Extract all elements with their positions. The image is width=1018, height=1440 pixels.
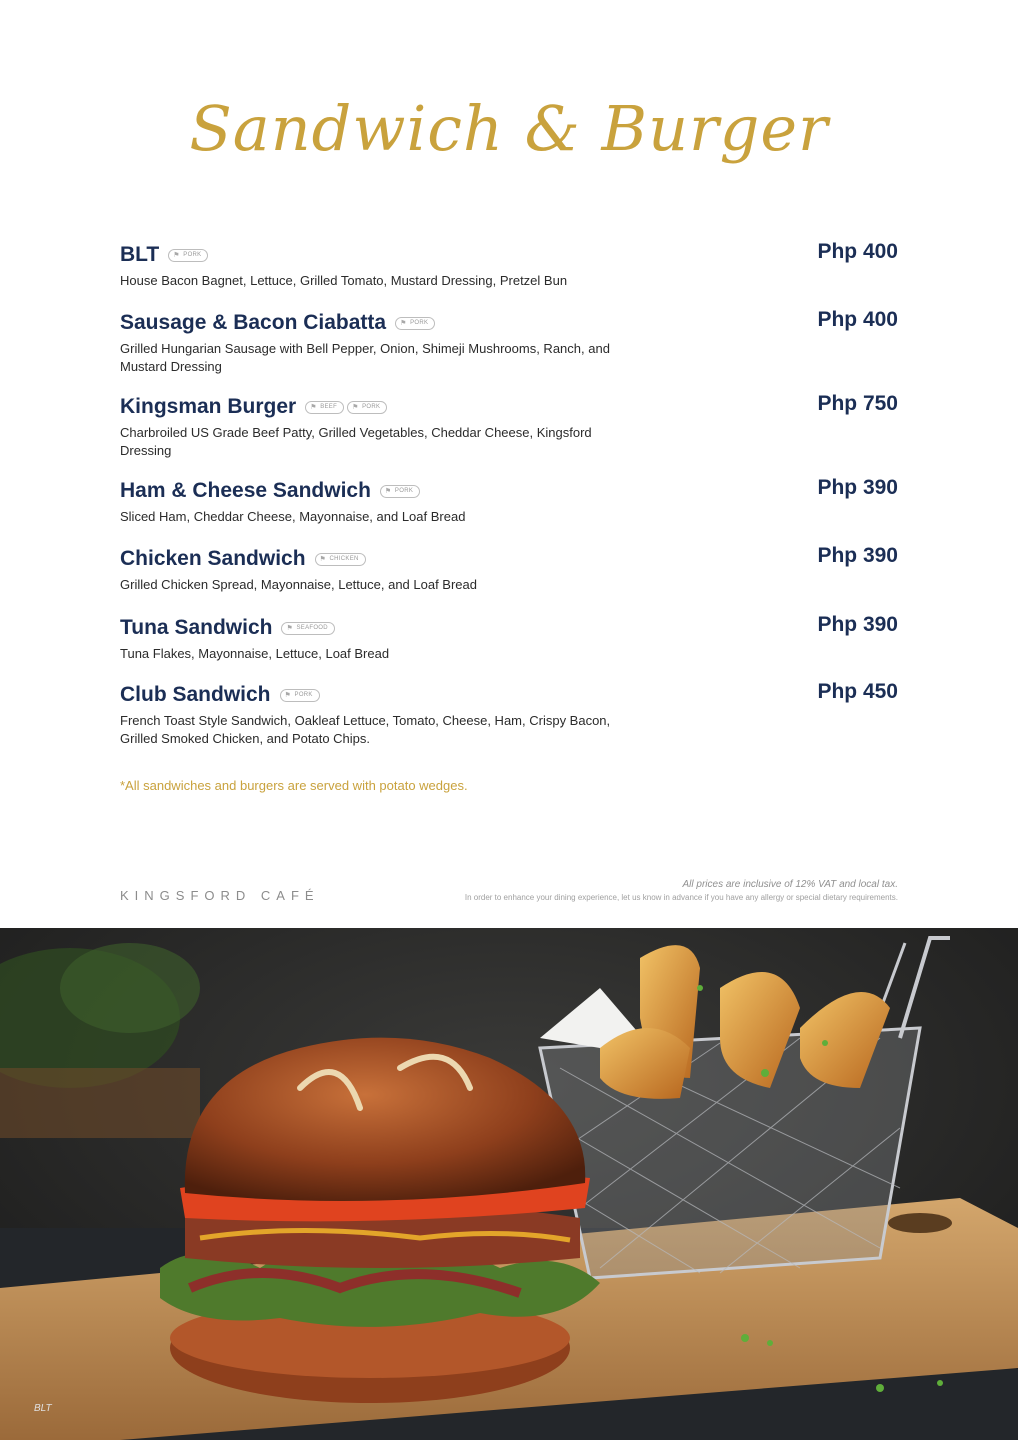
tag-label: PORK xyxy=(294,692,313,698)
pork-icon: ⚑ xyxy=(400,320,407,327)
item-price: Php 390 xyxy=(817,476,898,499)
brand-name: KINGSFORD CAFÉ xyxy=(120,888,320,903)
item-description: Sliced Ham, Cheddar Cheese, Mayonnaise, and Loaf Bread xyxy=(120,509,466,524)
item-price: Php 390 xyxy=(817,544,898,567)
menu-item-kingsman-burger xyxy=(120,392,900,460)
item-name: BLT xyxy=(120,243,160,266)
tag-label: SEAFOOD xyxy=(296,625,328,631)
pork-tag xyxy=(395,317,435,330)
tag-label: PORK xyxy=(183,252,202,258)
menu-item-club-sandwich xyxy=(120,680,900,748)
item-description: House Bacon Bagnet, Lettuce, Grilled Tomato, Mustard Dressing, Pretzel Bun xyxy=(120,273,568,288)
item-price: Php 750 xyxy=(817,392,898,415)
seafood-tag xyxy=(281,622,334,635)
pork-icon: ⚑ xyxy=(352,404,359,411)
item-name: Ham & Cheese Sandwich xyxy=(120,479,371,502)
item-price: Php 400 xyxy=(817,240,898,263)
menu-item-chicken-sandwich xyxy=(120,544,900,594)
page-title: Sandwich & Burger xyxy=(189,92,829,165)
tag-label: CHICKEN xyxy=(329,556,359,562)
item-description: Charbroiled US Grade Beef Patty, Grilled Vegetables, Cheddar Cheese, Kingsford Dressing xyxy=(120,425,592,458)
tag-label: BEEF xyxy=(320,404,338,410)
item-price: Php 450 xyxy=(817,680,898,703)
pork-tag xyxy=(347,401,387,414)
beef-icon: ⚑ xyxy=(310,404,317,411)
item-name: Tuna Sandwich xyxy=(120,616,273,639)
allergy-note: In order to enhance your dining experience, let us know in advance if you have any allergy or special dietary requirements. xyxy=(464,893,898,902)
chicken-tag xyxy=(315,553,366,566)
item-description: Grilled Chicken Spread, Mayonnaise, Lettuce, and Loaf Bread xyxy=(120,577,477,592)
pork-tag xyxy=(280,689,320,702)
item-name: Chicken Sandwich xyxy=(120,547,306,570)
item-description: French Toast Style Sandwich, Oakleaf Lettuce, Tomato, Cheese, Ham, Crispy Bacon, Grilled Smoked Chicken, and Potato Chips. xyxy=(120,713,611,746)
chicken-icon: ⚑ xyxy=(319,556,327,563)
tag-label: PORK xyxy=(362,404,381,410)
fish-icon: ⚑ xyxy=(286,625,294,632)
item-name: Kingsman Burger xyxy=(120,395,297,418)
tag-label: PORK xyxy=(394,488,414,494)
photo-caption: BLT xyxy=(34,1403,52,1414)
wedges-note: *All sandwiches and burgers are served with potato wedges. xyxy=(120,778,468,793)
item-price: Php 390 xyxy=(817,613,898,636)
pork-icon: ⚑ xyxy=(284,692,292,699)
menu-item-tuna-sandwich xyxy=(120,613,900,663)
vat-note: All prices are inclusive of 12% VAT and local tax. xyxy=(682,879,898,890)
pork-tag xyxy=(168,249,208,262)
menu-item-ham-cheese-sandwich xyxy=(120,476,900,526)
item-description: Grilled Hungarian Sausage with Bell Pepper, Onion, Shimeji Mushrooms, Ranch, and Mustard Dressing xyxy=(120,341,610,374)
beef-tag xyxy=(305,401,344,414)
item-name: Club Sandwich xyxy=(120,683,271,706)
burger-illustration xyxy=(0,928,1018,1440)
menu-item-sausage-bacon-ciabatta xyxy=(120,308,900,376)
pork-icon: ⚑ xyxy=(384,488,392,495)
pork-tag xyxy=(380,485,420,498)
item-description: Tuna Flakes, Mayonnaise, Lettuce, Loaf Bread xyxy=(120,646,390,661)
menu-item-blt xyxy=(120,240,900,290)
pork-icon: ⚑ xyxy=(173,252,180,259)
item-name: Sausage & Bacon Ciabatta xyxy=(120,311,387,334)
tag-label: PORK xyxy=(410,320,429,326)
item-price: Php 400 xyxy=(817,308,898,331)
burger-photo xyxy=(0,928,1018,1440)
